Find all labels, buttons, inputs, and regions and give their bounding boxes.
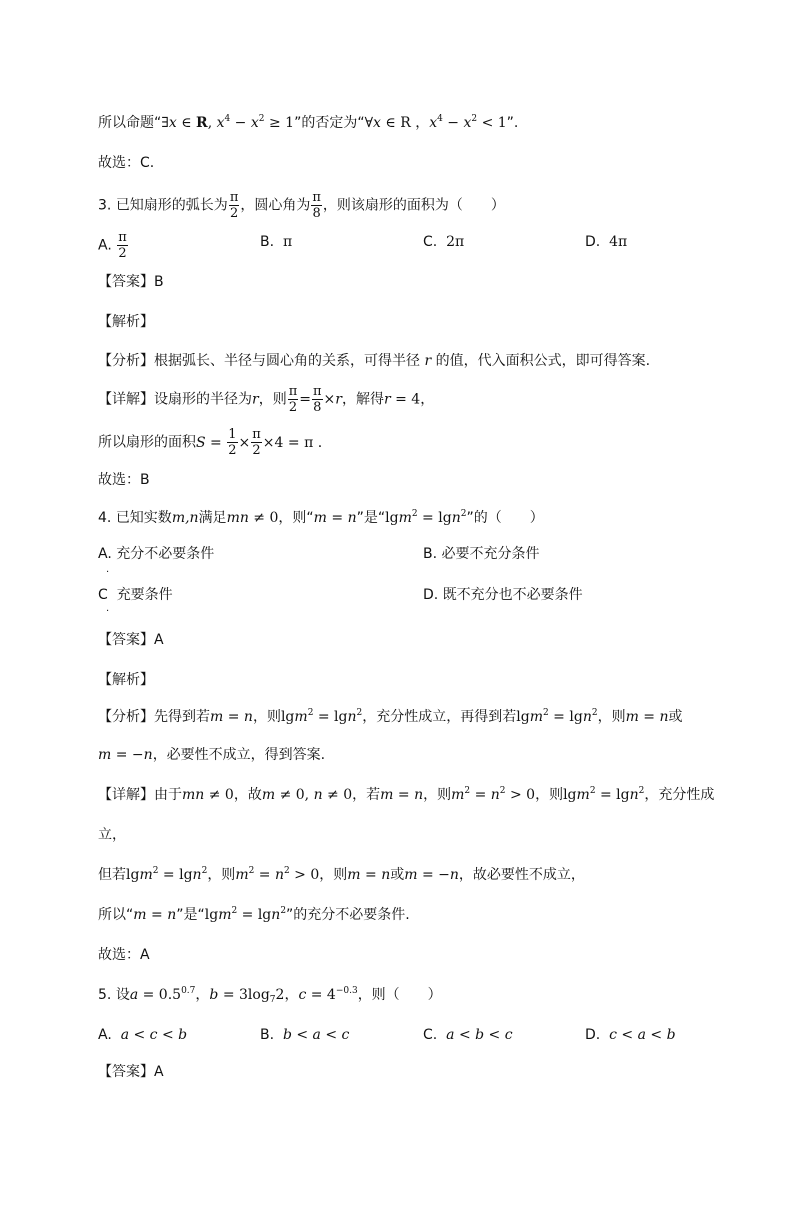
q3-fenxi bbox=[98, 350, 650, 372]
q3-option-b bbox=[260, 231, 292, 253]
text: 或 bbox=[390, 867, 405, 883]
option-letter: D. bbox=[423, 587, 439, 603]
q3-text: 已知扇形的弧长为 bbox=[115, 197, 228, 214]
text: ，必要性不成立，得到答案. bbox=[152, 747, 326, 763]
math-pi-over-8: $\frac{\pi}{8}$ bbox=[312, 190, 321, 221]
text: 的值，代入面积公式，即可得答案. bbox=[435, 353, 651, 369]
option-text: 必要不充分条件 bbox=[441, 546, 540, 562]
math-m2-eq-n2: $m^2 = n^2 > 0$ bbox=[451, 786, 536, 803]
q4-detail-1 bbox=[98, 784, 714, 806]
q4-so-line bbox=[98, 904, 410, 926]
text: ，充分性成 bbox=[644, 787, 715, 803]
math-pi-over-2: $\frac{\pi}{2}$ bbox=[229, 190, 239, 221]
text: 但若 bbox=[98, 867, 126, 883]
math-exists-statement: ∃x ∈ R, $x^4 - x^2 \ge 1$ bbox=[161, 114, 295, 131]
text: ，则 bbox=[423, 787, 452, 803]
q3-analysis-label: 【解析】 bbox=[98, 314, 154, 330]
math-c-def: $c = 4^{-0.3}$ bbox=[298, 986, 358, 1003]
text: 所以扇形的面积 bbox=[98, 434, 196, 451]
math-pi-over-2: $\frac{\pi}{2}$ bbox=[118, 230, 127, 261]
q3-option-d bbox=[585, 231, 627, 253]
math-m-n: m,n bbox=[171, 510, 199, 526]
math-lg-eq: lgm$^2$ = lgn$^2$ bbox=[126, 866, 208, 883]
dot-mark: . bbox=[106, 564, 110, 575]
option-text: 既不充分也不必要条件 bbox=[442, 587, 583, 603]
text: 设 bbox=[115, 987, 130, 1003]
math-m-eq-n: m = n bbox=[133, 907, 177, 923]
q3-area bbox=[98, 427, 322, 458]
math-m-eq-n: m = n bbox=[210, 709, 253, 725]
q3-text: ，圆心角为 bbox=[240, 197, 311, 214]
detail-label: 【详解】 bbox=[98, 391, 154, 408]
text: 所以“ bbox=[98, 907, 134, 923]
option-value: c < a < b bbox=[609, 1027, 676, 1043]
q4-analysis-label: 【解析】 bbox=[98, 672, 154, 688]
option-letter: B. bbox=[260, 1027, 275, 1043]
text: 先得到若 bbox=[154, 709, 210, 725]
option-letter: A. bbox=[98, 546, 112, 562]
text: 设扇形的半径为 bbox=[154, 391, 252, 408]
q5-option-d bbox=[585, 1024, 676, 1046]
q3-choose: 故选：B bbox=[98, 472, 150, 488]
q5-option-a bbox=[98, 1024, 187, 1046]
fenxi-label: 【分析】 bbox=[98, 709, 154, 725]
math-lg-eq: lgm$^2$ = lgn$^2$ bbox=[563, 786, 645, 803]
q4-number: 4. bbox=[98, 510, 112, 526]
q4-fenxi-2 bbox=[98, 744, 325, 766]
q3-text: ，则该扇形的面积为（ ） bbox=[322, 197, 505, 214]
text: ， bbox=[195, 987, 210, 1003]
option-letter: C. bbox=[423, 234, 438, 250]
q4-but-line bbox=[98, 864, 585, 886]
math-m-n-neq-0: m ≠ 0, n ≠ 0 bbox=[261, 787, 353, 803]
math-r-equals-4: r = 4 bbox=[383, 391, 421, 408]
answer-label: 【答案】 bbox=[98, 632, 154, 648]
math-pi-over-2: $\frac{\pi}{2}$ bbox=[288, 384, 298, 415]
text: ，则 bbox=[207, 867, 236, 883]
text: 根据弧长、半径与圆心角的关系，可得半径 bbox=[154, 353, 420, 369]
text: ”的（ ） bbox=[466, 510, 544, 526]
text: ”是“ bbox=[356, 510, 386, 526]
q3-answer bbox=[98, 271, 164, 293]
q4-detail-2: 立， bbox=[98, 827, 126, 843]
option-value: b < a < c bbox=[282, 1027, 350, 1043]
math-lg-eq: lgm$^2$ = lgn$^2$ bbox=[385, 509, 467, 526]
text: 由于 bbox=[154, 787, 182, 803]
text: ，则 bbox=[252, 709, 281, 725]
q3-detail bbox=[98, 384, 434, 415]
q3-option-a bbox=[98, 230, 129, 261]
option-text: 充分不必要条件 bbox=[116, 546, 215, 562]
math-b-def: $b = 3\log_72$ bbox=[209, 987, 285, 1005]
text: 或 bbox=[668, 709, 683, 725]
text: ，故 bbox=[233, 787, 262, 803]
q4-option-a bbox=[98, 543, 214, 565]
q3-number: 3. bbox=[98, 197, 112, 214]
math-lg-eq: lgm$^2$ = lgn$^2$ bbox=[204, 906, 287, 923]
math-forall-statement: ∀x ∈ R ，$x^4 - x^2 < 1$ bbox=[364, 114, 507, 131]
option-value: π bbox=[282, 234, 293, 250]
option-letter: C bbox=[98, 587, 108, 603]
text: ，则 bbox=[258, 391, 287, 408]
q4-option-b bbox=[423, 543, 540, 565]
option-letter: B. bbox=[260, 234, 275, 250]
q4-choose: 故选：A bbox=[98, 947, 150, 963]
text: ，则 bbox=[319, 867, 348, 883]
q5-stem bbox=[98, 984, 442, 1006]
math-a-def: $a = 0.5^{0.7}$ bbox=[129, 986, 196, 1003]
option-letter: D. bbox=[585, 1027, 601, 1043]
text: ”. bbox=[506, 115, 519, 131]
text: ，则 bbox=[597, 709, 626, 725]
option-letter: A. bbox=[98, 1027, 112, 1043]
math-mn-neq-0: mn ≠ 0 bbox=[182, 787, 234, 803]
text: 已知实数 bbox=[115, 510, 172, 526]
detail-label: 【详解】 bbox=[98, 787, 154, 803]
fenxi-label: 【分析】 bbox=[98, 353, 154, 369]
answer-value: A bbox=[154, 1064, 164, 1080]
text: ， bbox=[284, 987, 299, 1003]
option-letter: C. bbox=[423, 1027, 438, 1043]
answer-value: A bbox=[154, 632, 164, 648]
answer-value: B bbox=[154, 274, 164, 290]
q3-option-c bbox=[423, 231, 464, 253]
math-lg-eq: lgm$^2$ = lgn$^2$ bbox=[516, 708, 598, 725]
option-value: a < c < b bbox=[120, 1027, 188, 1043]
option-value: a < b < c bbox=[446, 1027, 513, 1043]
answer-label: 【答案】 bbox=[98, 1064, 154, 1080]
text: ， bbox=[420, 391, 435, 408]
answer-label: 【答案】 bbox=[98, 274, 154, 290]
text: ，则（ ） bbox=[357, 987, 442, 1003]
q5-answer bbox=[98, 1061, 164, 1083]
math-m-eq-n: m = n bbox=[313, 510, 357, 526]
q5-option-c bbox=[423, 1024, 513, 1046]
q4-option-d bbox=[423, 584, 583, 606]
math-r: r bbox=[424, 353, 432, 369]
math-area-formula: S = $\frac{1}{2}$ × $\frac{\pi}{2}$ ×4 = π . bbox=[196, 427, 323, 458]
text: ，充分性成立，再得到若 bbox=[362, 709, 517, 725]
option-letter: A. bbox=[98, 237, 112, 254]
q5-number: 5. bbox=[98, 987, 112, 1003]
option-value: 4π bbox=[609, 234, 628, 250]
math-m-eq-n: m = n bbox=[380, 787, 424, 803]
math-m-eq-n: m = n bbox=[625, 709, 669, 725]
q5-option-b bbox=[260, 1024, 349, 1046]
math-m2-eq-n2: $m^2 = n^2 > 0$ bbox=[235, 866, 320, 883]
text: ”的否定为“ bbox=[294, 115, 365, 131]
math-m-eq-n: m = n bbox=[347, 867, 391, 883]
option-letter: B. bbox=[423, 546, 438, 562]
negation-line bbox=[98, 112, 518, 134]
math-mn-neq-0: mn ≠ 0 bbox=[226, 510, 279, 526]
dot-mark: . bbox=[106, 603, 110, 614]
q4-answer bbox=[98, 629, 164, 651]
math-lg-eq: lgm$^2$ = lgn$^2$ bbox=[280, 708, 363, 725]
text: ，则“ bbox=[278, 510, 314, 526]
math-pi-over-8: $\frac{\pi}{8}$ bbox=[312, 384, 322, 415]
math-times-r: ×r bbox=[323, 391, 342, 408]
q4-stem bbox=[98, 507, 544, 529]
text: ”是“ bbox=[176, 907, 205, 923]
option-text: 充要条件 bbox=[116, 587, 173, 603]
math-equals: = bbox=[299, 391, 311, 408]
q4-option-c bbox=[98, 584, 173, 606]
text: ，故必要性不成立， bbox=[458, 867, 585, 883]
math-m-eq-neg-n: m = −n bbox=[404, 867, 459, 883]
text: ，若 bbox=[352, 787, 381, 803]
math-m-eq-neg-n: m = −n bbox=[98, 747, 153, 763]
q4-fenxi-1 bbox=[98, 706, 683, 728]
text: 所以命题“ bbox=[98, 115, 162, 131]
choose-c-line: 故选：C. bbox=[98, 155, 155, 171]
text: ”的充分不必要条件. bbox=[286, 907, 410, 923]
option-value: 2π bbox=[446, 234, 465, 250]
text: ，则 bbox=[535, 787, 564, 803]
text: ，解得 bbox=[341, 391, 384, 408]
option-letter: D. bbox=[585, 234, 601, 250]
math-r: r bbox=[252, 391, 259, 408]
q3-stem bbox=[98, 190, 505, 221]
text: 满足 bbox=[198, 510, 227, 526]
